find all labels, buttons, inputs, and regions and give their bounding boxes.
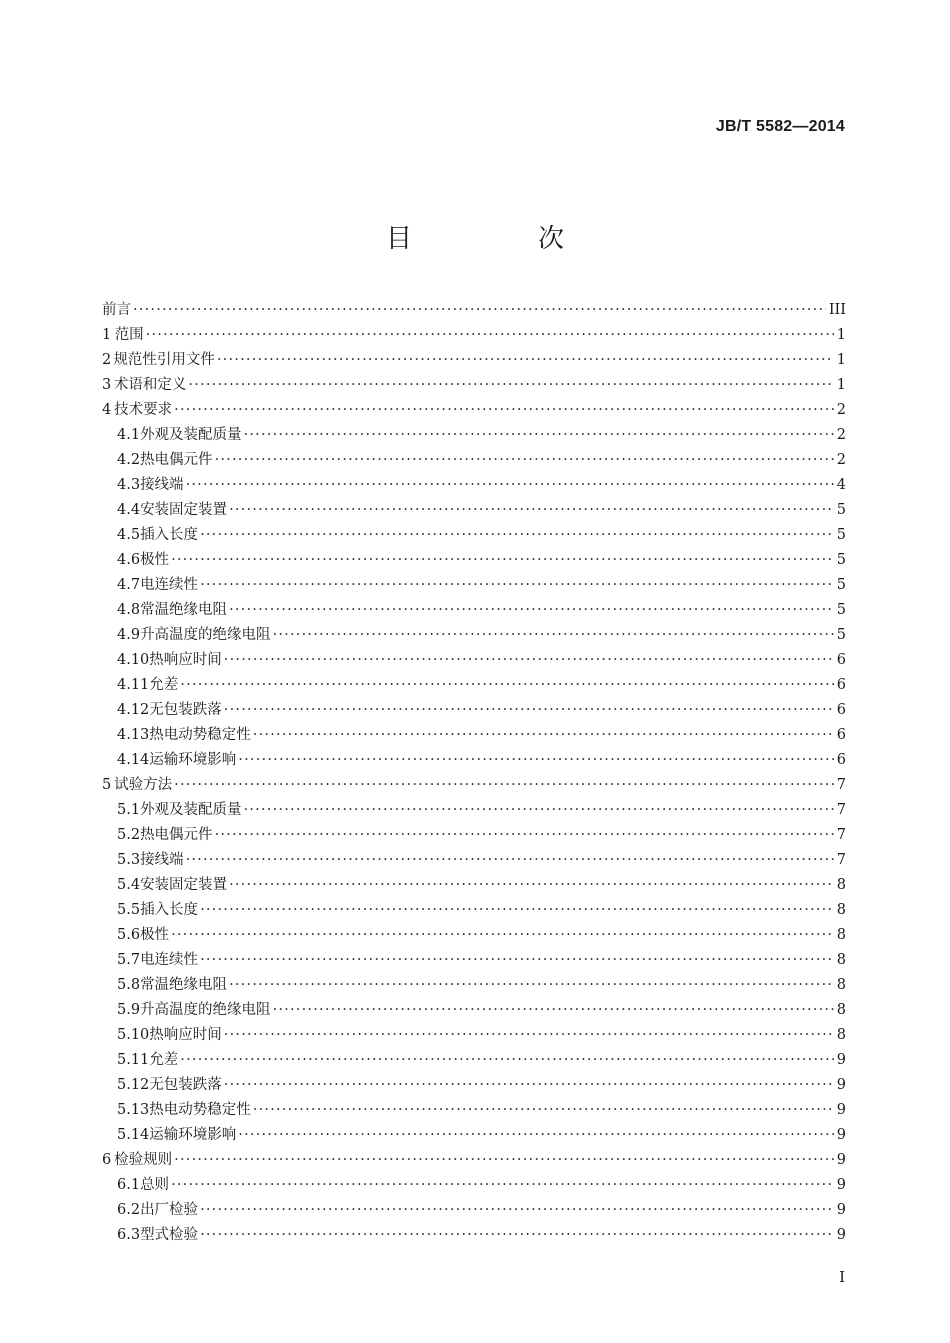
toc-entry-label: 技术要求 [114, 402, 173, 418]
toc-entry-label: 允差 [149, 677, 179, 693]
toc-entry-page: 4 [836, 477, 846, 493]
toc-entry-label: 插入长度 [140, 902, 199, 918]
toc-entry-number: 5.10 [117, 1027, 150, 1043]
table-of-contents [102, 298, 846, 1248]
toc-entry-page: 6 [836, 702, 846, 718]
toc-entry[interactable] [102, 398, 846, 423]
toc-dot-leader [171, 548, 834, 573]
toc-entry-number: 4.11 [117, 677, 150, 693]
toc-entry-page: 7 [836, 777, 846, 793]
toc-entry-page: 8 [836, 902, 846, 918]
toc-dot-leader [273, 998, 834, 1023]
toc-entry-label: 热电动势稳定性 [149, 727, 251, 743]
toc-entry-page: 8 [836, 877, 846, 893]
toc-entry[interactable] [102, 523, 846, 548]
toc-entry-label: 热电偶元件 [140, 827, 213, 843]
toc-entry[interactable] [102, 423, 846, 448]
toc-entry-number: 6.2 [117, 1202, 141, 1218]
toc-entry[interactable] [102, 648, 846, 673]
toc-entry-label: 检验规则 [114, 1152, 173, 1168]
toc-entry[interactable] [102, 898, 846, 923]
toc-entry-number: 4.9 [117, 627, 141, 643]
toc-entry-number: 6.1 [117, 1177, 141, 1193]
toc-entry-page: 5 [836, 602, 846, 618]
toc-entry[interactable] [102, 1023, 846, 1048]
toc-entry-number: 4.8 [117, 602, 141, 618]
toc-entry-label: 允差 [149, 1052, 179, 1068]
toc-entry-number: 2 [102, 352, 112, 368]
toc-dot-leader [200, 1198, 834, 1223]
toc-entry-page: 7 [836, 827, 846, 843]
toc-entry[interactable] [102, 623, 846, 648]
toc-entry-number: 1 [102, 327, 112, 343]
toc-entry-number: 5.9 [117, 1002, 141, 1018]
toc-entry[interactable] [102, 998, 846, 1023]
toc-entry-page: 8 [836, 952, 846, 968]
toc-dot-leader [215, 823, 834, 848]
toc-entry[interactable] [102, 848, 846, 873]
toc-entry-number: 4.12 [117, 702, 150, 718]
toc-entry-label: 热电动势稳定性 [149, 1102, 251, 1118]
toc-dot-leader [186, 848, 834, 873]
toc-entry-number: 6.3 [117, 1227, 141, 1243]
toc-entry-page: 6 [836, 727, 846, 743]
toc-entry-number: 5.1 [117, 802, 141, 818]
page-title: 目 次 [385, 224, 614, 254]
toc-entry[interactable] [102, 1198, 846, 1223]
toc-entry-page: 2 [836, 452, 846, 468]
toc-dot-leader [171, 923, 834, 948]
toc-entry-label: 升高温度的绝缘电阻 [140, 1002, 271, 1018]
page-number: I [839, 1268, 845, 1286]
toc-entry[interactable] [102, 348, 846, 373]
toc-dot-leader [174, 1148, 834, 1173]
toc-entry-number: 5.3 [117, 852, 141, 868]
toc-entry-page: 7 [836, 852, 846, 868]
toc-entry-label: 安装固定装置 [140, 877, 228, 893]
toc-entry-number: 4.4 [117, 502, 141, 518]
toc-entry-label: 前言 [102, 302, 131, 318]
toc-entry-number: 5.13 [117, 1102, 150, 1118]
standard-code: JB/T 5582—2014 [715, 118, 845, 135]
toc-entry[interactable] [102, 473, 846, 498]
toc-entry-page: 8 [836, 927, 846, 943]
toc-entry[interactable] [102, 798, 846, 823]
toc-entry-number: 4.5 [117, 527, 141, 543]
toc-entry-label: 热响应时间 [149, 652, 222, 668]
toc-entry-label: 接线端 [140, 852, 184, 868]
toc-dot-leader [224, 648, 834, 673]
toc-entry-label: 极性 [140, 552, 170, 568]
toc-dot-leader [224, 1073, 834, 1098]
toc-entry[interactable] [102, 1148, 846, 1173]
toc-dot-leader [188, 373, 833, 398]
toc-dot-leader [244, 798, 834, 823]
toc-dot-leader [253, 723, 834, 748]
toc-dot-leader [253, 1098, 834, 1123]
toc-dot-leader [180, 673, 833, 698]
toc-entry-page: 9 [836, 1077, 846, 1093]
toc-dot-leader [217, 348, 834, 373]
toc-entry-number: 4.3 [117, 477, 141, 493]
toc-entry-label: 术语和定义 [113, 377, 187, 393]
toc-entry-page: 1 [836, 352, 846, 368]
toc-entry-page: 9 [836, 1127, 846, 1143]
toc-entry-page: 8 [836, 1002, 846, 1018]
toc-entry-page: 1 [836, 327, 846, 343]
toc-entry-label: 电连续性 [140, 577, 199, 593]
toc-dot-leader [224, 1023, 834, 1048]
toc-entry-number: 4.13 [117, 727, 150, 743]
toc-dot-leader [200, 573, 834, 598]
toc-entry-number: 5 [102, 777, 112, 793]
toc-entry[interactable] [102, 298, 846, 323]
toc-entry[interactable] [102, 1173, 846, 1198]
toc-entry-label: 总则 [140, 1177, 170, 1193]
toc-dot-leader [174, 398, 834, 423]
toc-entry-number: 5.5 [117, 902, 141, 918]
toc-dot-leader [273, 623, 834, 648]
toc-entry-label: 电连续性 [140, 952, 199, 968]
toc-entry-page: 9 [836, 1227, 846, 1243]
toc-entry-number: 5.14 [117, 1127, 150, 1143]
toc-entry-page: 8 [836, 977, 846, 993]
toc-entry[interactable] [102, 1098, 846, 1123]
toc-entry-label: 运输环境影响 [149, 1127, 237, 1143]
toc-entry-page: III [828, 302, 846, 318]
toc-entry[interactable] [102, 673, 846, 698]
toc-dot-leader [244, 423, 834, 448]
toc-entry-label: 规范性引用文件 [113, 352, 215, 368]
toc-entry-label: 热响应时间 [149, 1027, 222, 1043]
toc-entry-label: 外观及装配质量 [140, 427, 242, 443]
toc-entry[interactable] [102, 923, 846, 948]
toc-entry-number: 5.7 [117, 952, 141, 968]
toc-dot-leader [174, 773, 834, 798]
toc-entry-page: 5 [836, 502, 846, 518]
toc-dot-leader [229, 873, 834, 898]
toc-dot-leader [200, 523, 834, 548]
toc-entry[interactable] [102, 973, 846, 998]
toc-entry-number: 4 [102, 402, 112, 418]
toc-entry-number: 5.4 [117, 877, 141, 893]
toc-dot-leader [238, 1123, 833, 1148]
toc-entry-page: 9 [836, 1202, 846, 1218]
toc-entry[interactable] [102, 948, 846, 973]
toc-entry-page: 5 [836, 627, 846, 643]
toc-entry-label: 插入长度 [140, 527, 199, 543]
toc-entry-label: 常温绝缘电阻 [140, 602, 228, 618]
toc-dot-leader [186, 473, 834, 498]
toc-entry-page: 5 [836, 552, 846, 568]
toc-entry-number: 5.2 [117, 827, 141, 843]
toc-entry[interactable] [102, 323, 846, 348]
toc-entry-page: 1 [836, 377, 846, 393]
toc-entry-label: 外观及装配质量 [140, 802, 242, 818]
toc-entry-number: 5.12 [117, 1077, 150, 1093]
toc-entry[interactable] [102, 698, 846, 723]
toc-entry-page: 9 [836, 1177, 846, 1193]
toc-entry[interactable] [102, 1073, 846, 1098]
toc-dot-leader [200, 898, 834, 923]
toc-dot-leader [171, 1173, 834, 1198]
toc-entry-label: 升高温度的绝缘电阻 [140, 627, 271, 643]
toc-entry-number: 5.11 [117, 1052, 150, 1068]
toc-entry-page: 5 [836, 577, 846, 593]
toc-entry[interactable] [102, 873, 846, 898]
toc-dot-leader [200, 948, 834, 973]
toc-entry-page: 6 [836, 752, 846, 768]
toc-entry-label: 运输环境影响 [149, 752, 237, 768]
toc-entry[interactable] [102, 498, 846, 523]
toc-entry-page: 9 [836, 1152, 846, 1168]
toc-dot-leader [180, 1048, 833, 1073]
toc-entry-page: 7 [836, 802, 846, 818]
toc-entry-number: 5.8 [117, 977, 141, 993]
toc-dot-leader [229, 598, 834, 623]
toc-entry[interactable] [102, 823, 846, 848]
toc-entry[interactable] [102, 748, 846, 773]
toc-entry[interactable] [102, 723, 846, 748]
toc-entry[interactable] [102, 1123, 846, 1148]
toc-entry-label: 极性 [140, 927, 170, 943]
toc-entry[interactable] [102, 773, 846, 798]
toc-entry-page: 9 [836, 1052, 846, 1068]
toc-entry[interactable] [102, 598, 846, 623]
toc-entry[interactable] [102, 448, 846, 473]
toc-entry-page: 6 [836, 677, 846, 693]
toc-entry-number: 4.14 [117, 752, 150, 768]
toc-entry[interactable] [102, 548, 846, 573]
toc-entry-label: 热电偶元件 [140, 452, 213, 468]
toc-entry-page: 6 [836, 652, 846, 668]
toc-entry-number: 3 [102, 377, 112, 393]
toc-entry-label: 出厂检验 [140, 1202, 199, 1218]
toc-dot-leader [238, 748, 833, 773]
toc-entry-number: 4.2 [117, 452, 141, 468]
toc-dot-leader [229, 498, 834, 523]
toc-dot-leader [146, 323, 834, 348]
toc-entry[interactable] [102, 373, 846, 398]
toc-entry-label: 型式检验 [140, 1227, 199, 1243]
toc-dot-leader [224, 698, 834, 723]
toc-entry-page: 8 [836, 1027, 846, 1043]
toc-entry[interactable] [102, 1048, 846, 1073]
toc-entry-label: 无包装跌落 [149, 702, 222, 718]
toc-entry-label: 接线端 [140, 477, 184, 493]
toc-dot-leader [229, 973, 834, 998]
toc-entry[interactable] [102, 1223, 846, 1248]
toc-entry-label: 安装固定装置 [140, 502, 228, 518]
toc-entry-number: 4.10 [117, 652, 150, 668]
toc-entry-page: 9 [836, 1102, 846, 1118]
toc-entry[interactable] [102, 573, 846, 598]
toc-entry-number: 4.6 [117, 552, 141, 568]
toc-entry-label: 试验方法 [114, 777, 173, 793]
toc-entry-label: 常温绝缘电阻 [140, 977, 228, 993]
toc-entry-label: 无包装跌落 [149, 1077, 222, 1093]
toc-dot-leader [200, 1223, 834, 1248]
toc-entry-page: 5 [836, 527, 846, 543]
toc-entry-number: 4.7 [117, 577, 141, 593]
toc-dot-leader [133, 298, 826, 323]
toc-entry-page: 2 [836, 427, 846, 443]
toc-dot-leader [215, 448, 834, 473]
toc-entry-label: 范围 [114, 327, 144, 343]
toc-entry-page: 2 [836, 402, 846, 418]
toc-entry-number: 6 [102, 1152, 112, 1168]
toc-entry-number: 4.1 [117, 427, 141, 443]
toc-entry-number: 5.6 [117, 927, 141, 943]
